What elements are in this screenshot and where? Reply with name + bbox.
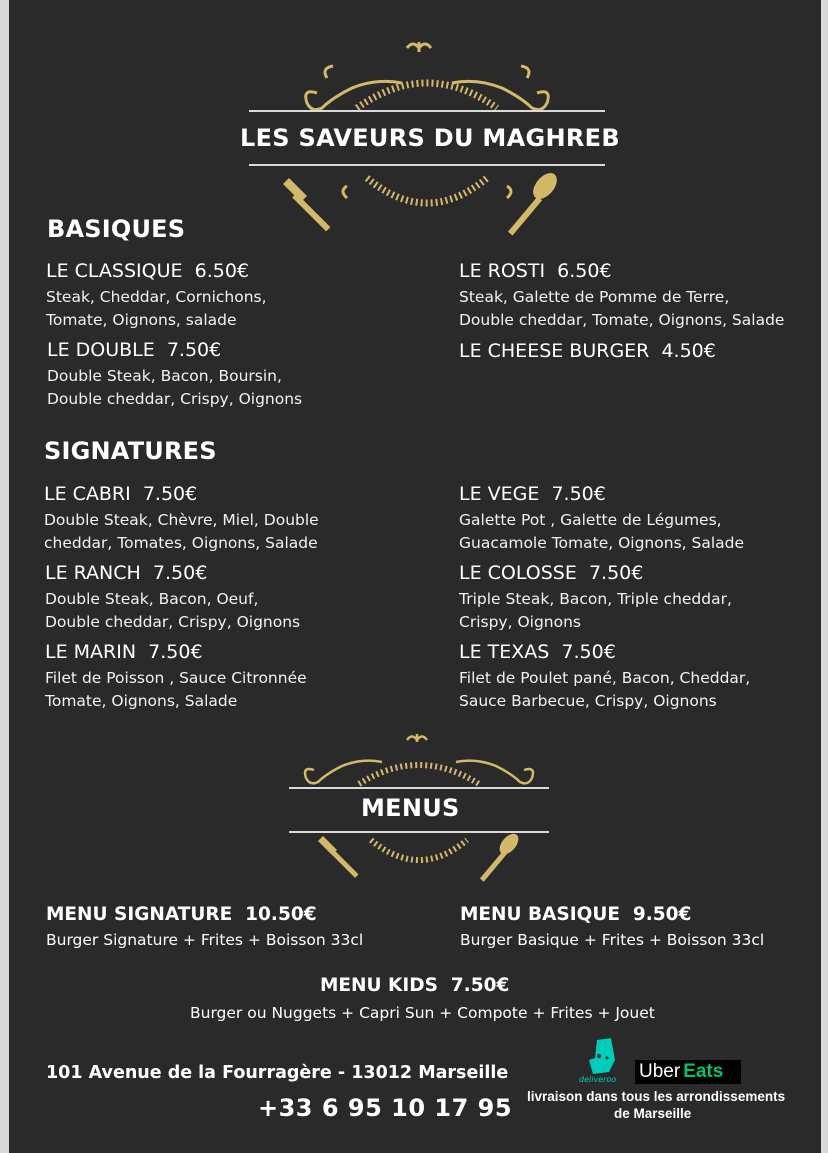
restaurant-title: LES SAVEURS DU MAGHREB	[240, 124, 620, 152]
item-price: 7.50€	[166, 339, 222, 361]
ubereats-eats: Eats	[683, 1061, 724, 1082]
menu-desc: Burger Signature + Frites + Boisson 33cl	[46, 931, 364, 949]
menu-kids-desc: Burger ou Nuggets + Capri Sun + Compote + Frites + Jouet	[190, 1004, 655, 1022]
menu-basique	[460, 904, 764, 949]
item-cheese-burger	[459, 340, 716, 362]
item-desc: Triple Steak, Bacon, Triple cheddar, Crispy, Oignons	[459, 590, 732, 631]
menu-card	[9, 0, 821, 1153]
item-desc: Steak, Galette de Pomme de Terre, Double cheddar, Tomate, Oignons, Salade	[459, 288, 785, 329]
menu-price: 7.50€	[450, 975, 510, 996]
menu-kids-title	[320, 975, 509, 996]
ubereats-logo	[635, 1060, 741, 1084]
item-ranch	[45, 562, 300, 634]
item-name: LE DOUBLE	[47, 339, 155, 361]
menu-name: MENU SIGNATURE	[46, 904, 233, 925]
menu-name: MENU KIDS	[320, 975, 438, 996]
item-price: 7.50€	[551, 483, 606, 505]
item-cabri	[44, 483, 319, 555]
item-double	[47, 339, 302, 411]
menu-desc: Burger Basique + Frites + Boisson 33cl	[460, 931, 765, 949]
item-name: LE COLOSSE	[459, 562, 577, 584]
address: 101 Avenue de la Fourragère - 13012 Marseille	[46, 1063, 509, 1083]
item-rosti	[459, 260, 784, 332]
menu-price: 10.50€	[245, 904, 317, 925]
section-heading-menus: MENUS	[361, 794, 460, 822]
item-price: 7.50€	[588, 562, 644, 584]
item-desc: Double Steak, Bacon, Oeuf, Double cheddar, Crispy, Oignons	[45, 590, 301, 631]
item-name: LE MARIN	[45, 641, 137, 663]
item-price: 7.50€	[561, 641, 616, 663]
item-price: 7.50€	[142, 483, 198, 505]
item-price: 7.50€	[148, 641, 203, 663]
delivery-line-1: livraison dans tous les arrondissements	[527, 1089, 786, 1104]
ubereats-uber: Uber	[639, 1061, 681, 1082]
item-colosse	[459, 562, 732, 634]
phone: +33 6 95 10 17 95	[258, 1094, 513, 1122]
item-name: LE TEXAS	[459, 641, 550, 663]
item-desc: Double Steak, Chèvre, Miel, Double cheddar, Tomates, Oignons, Salade	[44, 511, 319, 552]
item-vege	[459, 483, 744, 555]
item-desc: Filet de Poisson , Sauce Citronnée Tomate, Oignons, Salade	[45, 669, 307, 710]
menu-price: 9.50€	[632, 904, 692, 925]
item-name: LE ROSTI	[459, 260, 546, 282]
item-name: LE CHEESE BURGER	[459, 340, 650, 362]
section-heading-basiques: BASIQUES	[47, 215, 186, 243]
item-name: LE CABRI	[44, 483, 131, 505]
menu-signature	[46, 904, 363, 949]
item-price: 7.50€	[152, 562, 208, 584]
item-price: 6.50€	[557, 260, 612, 282]
section-heading-signatures: SIGNATURES	[44, 437, 217, 465]
item-marin	[45, 641, 307, 713]
item-name: LE VEGE	[459, 483, 540, 505]
item-desc: Filet de Poulet pané, Bacon, Cheddar, Sauce Barbecue, Crispy, Oignons	[459, 669, 751, 710]
fork-icon	[283, 178, 330, 231]
item-name: LE RANCH	[45, 562, 141, 584]
item-desc: Steak, Cheddar, Cornichons, Tomate, Oignons, salade	[46, 288, 267, 329]
delivery-line-2: de Marseille	[614, 1106, 692, 1121]
item-desc: Double Steak, Bacon, Boursin, Double cheddar, Crispy, Oignons	[47, 367, 303, 408]
item-price: 6.50€	[194, 260, 250, 282]
spoon-icon	[508, 169, 562, 236]
item-name: LE CLASSIQUE	[46, 260, 183, 282]
item-desc: Galette Pot , Galette de Légumes, Guacamole Tomate, Oignons, Salade	[459, 511, 745, 552]
menu-name: MENU BASIQUE	[460, 904, 621, 925]
deliveroo-kangaroo-icon	[583, 1036, 623, 1076]
item-texas	[459, 641, 750, 713]
deliveroo-label: deliveroo	[579, 1075, 617, 1084]
item-price: 4.50€	[661, 340, 716, 362]
item-classique	[46, 260, 267, 332]
